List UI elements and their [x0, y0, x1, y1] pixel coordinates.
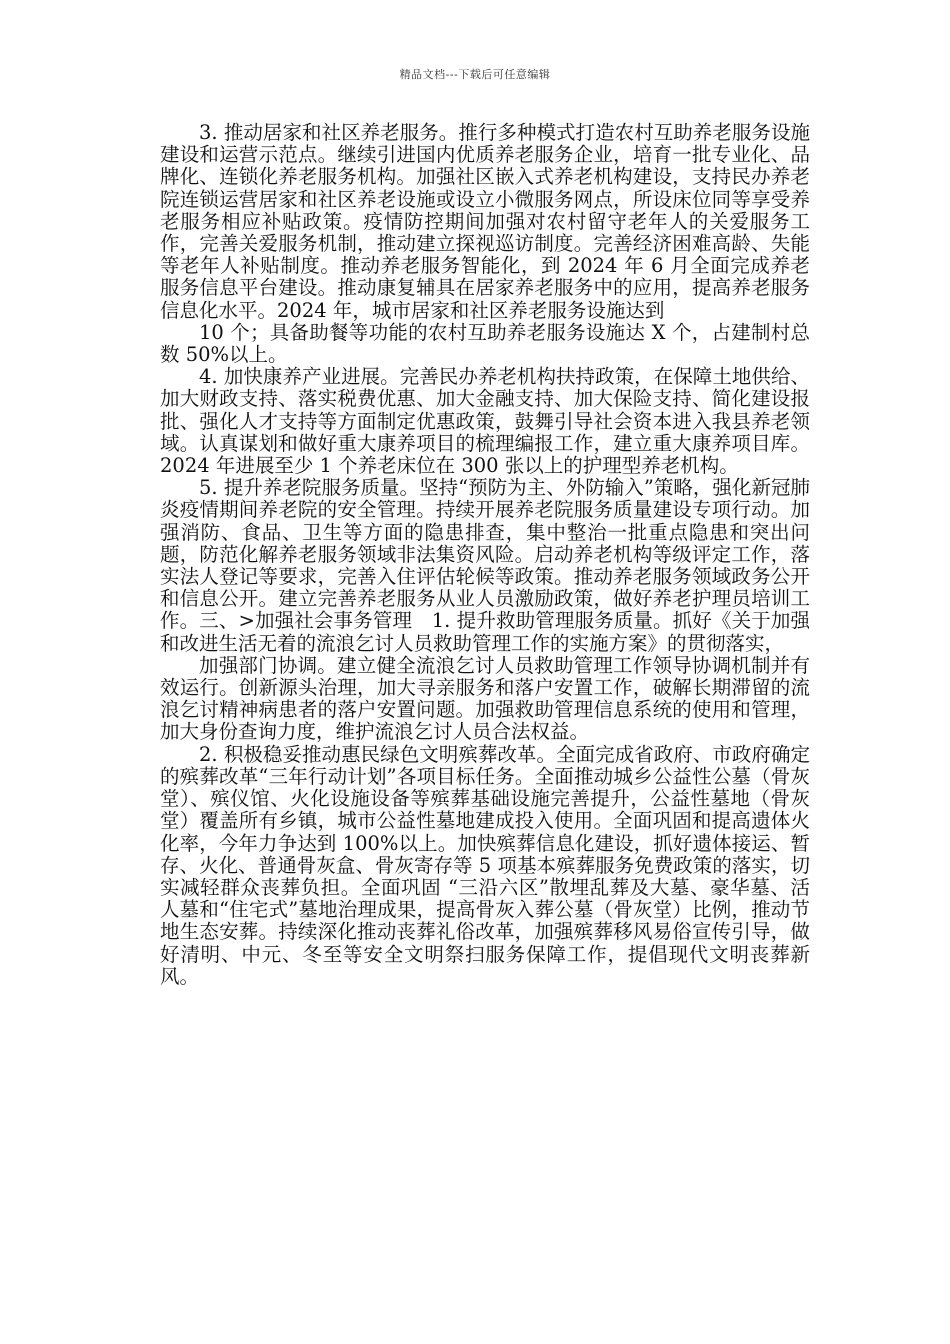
paragraph-facility-targets: 10 个；具备助餐等功能的农村互助养老服务设施达 X 个，占建制村总数 50%以上。 [160, 320, 810, 367]
paragraph-health-industry: 4. 加快康养产业进展。完善民办养老机构扶持政策，在保障土地供给、加大财政支持、落实税费优惠、加大金融支持、加大保险支持、简化建设报批、强化人才支持等方面制定优惠政策，鼓舞引导社会资本进入我县养老领域。认真谋划和做好重大康养项目的梳理编报工作，建立重大康养项目库。2024 年进展至少 1 个养老床位在 300 张以上的护理型养老机构。 [160, 365, 810, 478]
paragraph-funeral-reform: 2. 积极稳妥推动惠民绿色文明殡葬改革。全面完成省政府、市政府确定的殡葬改革“三年行动计划”各项目标任务。全面推动城乡公益性公墓（骨灰堂）、殡仪馆、火化设施设备等殡葬基础设施完善提升，公益性墓地（骨灰堂）覆盖所有乡镇，城市公益性墓地建成投入使用。全面巩固和提高遗体火化率，今年力争达到 100%以上。加快殡葬信息化建设，抓好遗体接运、暂存、火化、普通骨灰盒、骨灰寄存等 5 项基本殡葬服务免费政策的落实，切实减轻群众丧葬负担。全面巩固 “三沿六区”散埋乱葬及大墓、豪华墓、活人墓和“住宅式”墓地治理成果，提高骨灰入葬公墓（骨灰堂）比例，推动节地生态安葬。持续深化推动丧葬礼俗改革，加强殡葬移风易俗宣传引导，做好清明、中元、冬至等安全文明祭扫服务保障工作，提倡现代文明丧葬新风。 [160, 742, 810, 988]
page-header: 精品文档---下载后可任意编辑 [399, 68, 551, 81]
paragraph-department-coordination: 加强部门协调。建立健全流浪乞讨人员救助管理工作领导协调机制并有效运行。创新源头治理，加大寻亲服务和落户安置工作，破解长期滞留的流浪乞讨精神病患者的落户安置问题。加强救助管理信息系统的使用和管理，加大身份查询力度，维护流浪乞讨人员合法权益。 [160, 653, 810, 744]
paragraph-home-community-elderly-care: 3. 推动居家和社区养老服务。推行多种模式打造农村互助养老服务设施建设和运营示范点。继续引进国内优质养老服务企业，培育一批专业化、品牌化、连锁化养老服务机构。加强社区嵌入式养老机构建设，支持民办养老院连锁运营居家和社区养老设施或设立小微服务网点，所设床位同等享受养老服务相应补贴政策。疫情防控期间加强对农村留守老年人的关爱服务工作，完善关爱服务机制，推动建立探视巡访制度。完善经济困难高龄、失能等老年人补贴制度。推动养老服务智能化，到 2024 年 6 月全面完成养老服务信息平台建设。推动康复辅具在居家养老服务中的应用，提高养老服务信息化水平。2024 年，城市居家和社区养老服务设施达到 [160, 121, 810, 322]
paragraph-nursing-home-quality: 5. 提升养老院服务质量。坚持“预防为主、外防输入”策略，强化新冠肺炎疫情期间养老院的安全管理。持续开展养老院服务质量建设专项行动。加强消防、食品、卫生等方面的隐患排查，集中整治一批重点隐患和突出问题，防范化解养老服务领域非法集资风险。启动养老机构等级评定工作，落实法人登记等要求，完善入住评估轮候等政策。推动养老服务领域政务公开和信息公开。建立完善养老服务从业人员激励政策，做好养老护理员培训工作。三、>加强社会事务管理 1. 提升救助管理服务质量。抓好《关于加强和改进生活无着的流浪乞讨人员救助管理工作的实施方案》的贯彻落实， [160, 476, 810, 655]
document-body [160, 122, 810, 988]
